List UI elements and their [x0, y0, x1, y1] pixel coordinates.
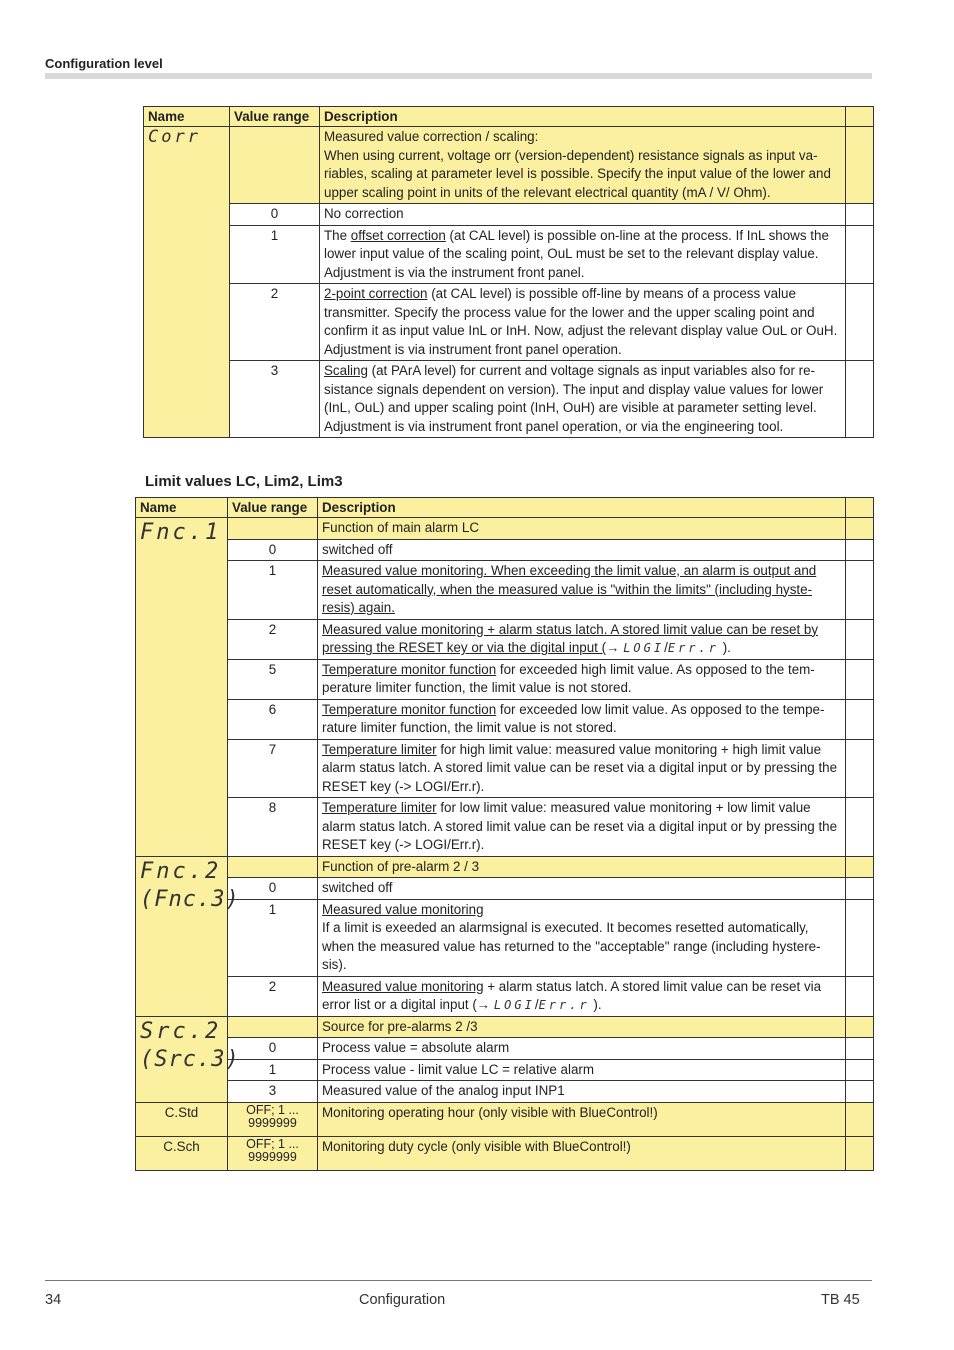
fnc2-name-cell	[136, 856, 240, 1016]
footer-right: TB 45	[821, 1292, 860, 1308]
desc-cell: No correction	[320, 204, 846, 226]
csch-range: OFF; 1 ... 9999999	[228, 1136, 318, 1170]
fnc1-title: Function of main alarm LC	[318, 518, 846, 540]
csch-name: C.Sch	[136, 1136, 228, 1170]
header-bar	[45, 73, 872, 79]
fnc1-code: Fnc.1	[140, 520, 222, 545]
fnc2-code: Fnc.2	[140, 858, 222, 884]
col-desc-header: Description	[320, 107, 846, 127]
corr-name-cell	[144, 127, 230, 438]
desc-cell: The offset correction (at CAL level) is possible on-line at the process. If InL shows the lower input value of the scaling point, OuL must be set to the relevant display value. Adjustment is via the instrument front panel.	[320, 225, 846, 284]
value-cell: 1	[230, 225, 320, 284]
value-cell: 3	[230, 361, 320, 438]
page-number: 34	[45, 1292, 62, 1308]
col-name-header: Name	[136, 498, 228, 518]
cstd-range: OFF; 1 ... 9999999	[228, 1102, 318, 1136]
cstd-name: C.Std	[136, 1102, 228, 1136]
cstd-desc: Monitoring operating hour (only visible with BlueControl!)	[318, 1102, 846, 1136]
section-header: Configuration level	[45, 56, 163, 71]
value-cell: 0	[230, 204, 320, 226]
col-range-header: Value range	[228, 498, 318, 518]
col-name-header: Name	[144, 107, 230, 127]
corr-code: Corr	[148, 127, 201, 147]
limit-table: Name Value range Description Fnc.1 Function of main alarm LC 0 switched off 1 Measured value monitoring. When exceeding the limit value, an alarm is output and reset automatically, when the measured value is "within the limits" (including hyste-resis) again. 2 Measured value monitoring + alarm status latch. A stored limit value can be reset by pressing the RESET key or via the digital input (→ LOGI/Err.r ). 5 Temperature monitor function for exceeded high limit value. As opposed to the tem-perature limiter function, the limit value is not stored. 6 Temperature monitor function for exceeded low limit value. As opposed to the tempe-rature limiter function, the limit value is not stored. 7 Temperature limiter for high limit value: measured value monitoring + high limit value alarm status latch. A stored limit value can be reset via a digital input or by pressing the RESET key (-> LOGI/Err.r). 8 Temperature limiter for low limit value: measured value monitoring + low limit value alarm status latch. A stored limit value can be reset via a digital input or by pressing the RESET key (-> LOGI/Err.r). Fnc.2 (Fnc.3) Function of pre-alarm 2 / 3 0 switched off 1 Measured value monitoring If a limit is exeeded an alarmsignal is executed. It becomes resetted automatically, when the measured value has returned to the "acceptable" range (including hystere-sis). 2 Measured value monitoring + alarm status latch. A stored limit value can be reset via error list or a digital input (→ LOGI/Err.r ). Src.2 (Src.3) Source for pre-alarms 2 /3 0 Process value = absolute alarm 1 Process value - limit value LC = relative alarm 3 Measured value of the analog input INP1 C.Std OFF; 1 ... 9999999 Monitoring operating hour (only visible with BlueControl!) C.Sch OFF; 1 ... 9999999 Monitoring duty cycle (only visible with BlueControl!)	[135, 497, 874, 1171]
fnc1-name-cell	[136, 518, 228, 857]
fnc2-title: Function of pre-alarm 2 / 3	[318, 856, 846, 878]
footer-line	[45, 1280, 872, 1281]
section-title: Limit values LC, Lim2, Lim3	[145, 473, 343, 490]
col-range-header: Value range	[230, 107, 320, 127]
csch-desc: Monitoring duty cycle (only visible with BlueControl!)	[318, 1136, 846, 1170]
src2-code: Src.2	[140, 1018, 222, 1044]
col-desc-header: Description	[318, 498, 846, 518]
src2-name-cell	[136, 1016, 240, 1102]
corr-desc: Measured value correction / scaling: When using current, voltage orr (version-dependent) resistance signals as input va-riables, scaling at parameter level is possible. Specify the input value of the lower and upper scaling point in units of the relevant electrical quantity (mA / V/ Ohm).	[320, 127, 846, 204]
desc-cell: Scaling (at PArA level) for current and voltage signals as input variables also for re-sistance signals dependent on version). The input and display value values for lower (InL, OuL) and upper scaling point (InH, OuH) are visible at parameter setting level. Adjustment is via instrument front panel operation, or via the engineering tool.	[320, 361, 846, 438]
src2-title: Source for pre-alarms 2 /3	[318, 1016, 846, 1038]
value-cell: 2	[230, 284, 320, 361]
fnc3-code: (Fnc.3)	[140, 886, 240, 912]
corr-table	[143, 106, 874, 438]
src3-code: (Src.3)	[140, 1046, 240, 1072]
desc-cell: 2-point correction (at CAL level) is possible off-line by means of a process value transmitter. Specify the process value for the lower and the upper scaling point and confirm it as input value InL or InH. Now, adjust the relevant display value OuL or OuH. Adjustment is via instrument front panel operation.	[320, 284, 846, 361]
footer-center: Configuration	[359, 1292, 446, 1308]
